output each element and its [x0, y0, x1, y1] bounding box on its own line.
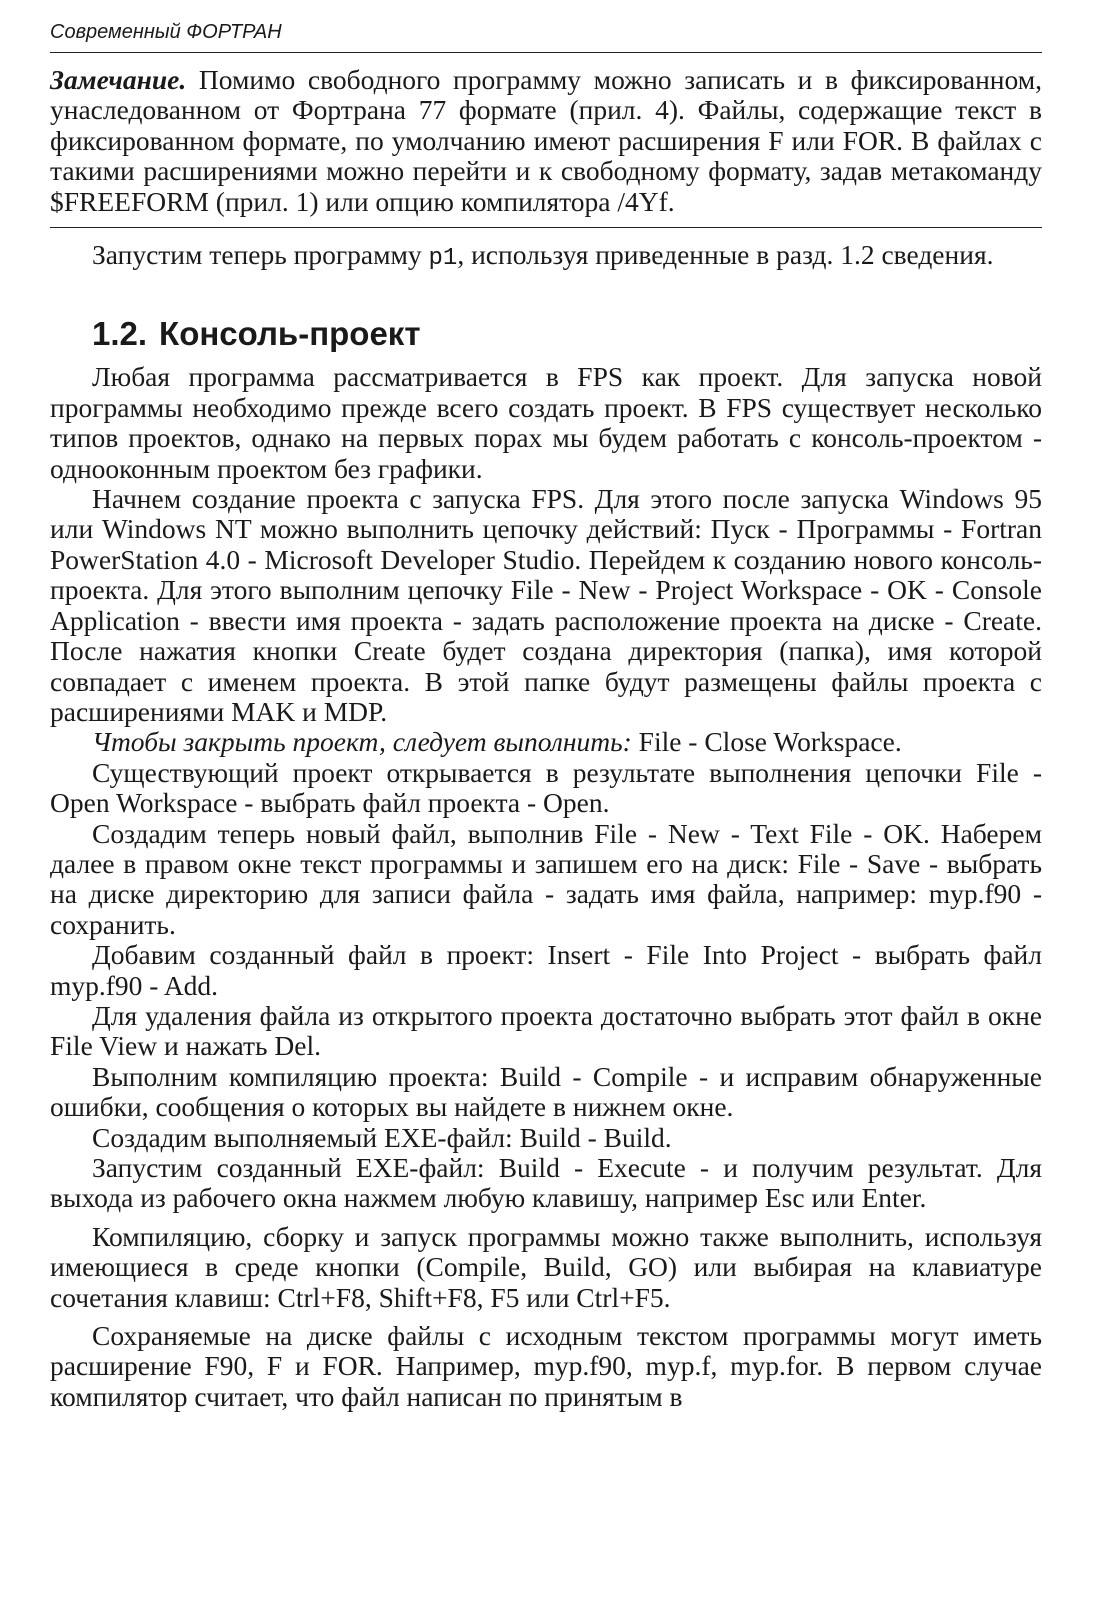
paragraph-execute: Запустим созданный EXE-файл: Build - Execute - и получим результат. Для выхода из рабочего окна нажмем любую клавишу, например Esc или Enter. [50, 1152, 1042, 1214]
paragraph-extensions: Сохраняемые на диске файлы с исходным текстом программы могут иметь расширение F90, F и FOR. Например, myp.f90, myp.f, myp.for. В первом случае компилятор считает, что файл написан по принятым в [50, 1320, 1042, 1412]
intro-text-before: Запустим теперь программу [92, 239, 429, 271]
program-name-code: p1 [428, 245, 458, 273]
running-header: Современный ФОРТРАН [50, 18, 1042, 53]
paragraph-projects: Любая программа рассматривается в FPS как проект. Для запуска новой программы необходимо прежде всего создать проект. В FPS существует несколько типов проектов, однако на первых порах мы будем работать с консоль-проектом - однооконным проектом без графики. [50, 361, 1042, 484]
section-title: Консоль-проект [159, 315, 421, 353]
paragraph-remove-file: Для удаления файла из открытого проекта достаточно выбрать этот файл в окне File View и нажать Del. [50, 999, 1042, 1062]
paragraph-open-project: Существующий проект открывается в результате выполнения цепочки File - Open Workspace - выбрать файл проекта - Open. [50, 756, 1042, 819]
close-project-italic: Чтобы закрыть проект, следует выполнить: [92, 726, 632, 758]
paragraph-close-project [50, 727, 1042, 757]
paragraph-shortcuts: Компиляцию, сборку и запуск программы можно также выполнить, используя имеющиеся в среде кнопки (Compile, Build, GO) или выбирая на клавиатуре сочетания клавиш: Ctrl+F8, Shift+F8, F5 или Ctrl+F5. [50, 1220, 1042, 1313]
close-project-rest: File - Close Workspace. [631, 726, 902, 758]
book-page [50, 18, 1042, 1412]
note-label: Замечание. [50, 64, 187, 95]
section-number: 1.2. [92, 315, 148, 353]
paragraph-compile: Выполним компиляцию проекта: Build - Compile - и исправим обнаруженные ошибки, сообщения о которых вы найдете в нижнем окне. [50, 1060, 1042, 1123]
paragraph-new-file: Создадим теперь новый файл, выполнив File - New - Text File - OK. Наберем далее в правом окне текст программы и запишем его на диск: File - Save - выбрать на диске директорию для записи файла - задать имя файла, например: myp.f90 - сохранить. [50, 817, 1042, 940]
note-text: Помимо свободного программу можно записать и в фиксированном, унаследованном от Фортрана 77 формате (прил. 4). Файлы, содержащие текст в фиксированном формате, по умолчанию имеют расширения F или FOR. В файлах с такими расширениями можно перейти и к свободному формату, задав метакоманду $FREEFORM (прил. 1) или опцию компилятора /4Yf. [50, 64, 1043, 217]
note-box [50, 65, 1042, 228]
intro-paragraph [50, 240, 1042, 274]
paragraph-create-project: Начнем создание проекта с запуска FPS. Для этого после запуска Windows 95 или Windows NT можно выполнить цепочку действий: Пуск - Программы - Fortran PowerStation 4.0 - Microsoft Developer Studio. Перейдем к созданию нового консоль-проекта. Для этого выполним цепочку File - New - Project Workspace - OK - Console Application - ввести имя проекта - задать расположение проекта на диске - Create. После нажатия кнопки Create будет создана директория (папка), имя которой совпадает с именем проекта. В этой папке будут размещены файлы проекта с расширениями MAK и MDP. [50, 483, 1042, 727]
paragraph-add-file: Добавим созданный файл в проект: Insert - File Into Project - выбрать файл myp.f90 - Add. [50, 939, 1042, 1001]
intro-text-after: , используя приведенные в разд. 1.2 сведения. [457, 239, 994, 271]
paragraph-build: Создадим выполняемый EXE-файл: Build - Build. [92, 1121, 672, 1153]
note-paragraph [50, 65, 1042, 217]
section-heading [92, 314, 1042, 354]
